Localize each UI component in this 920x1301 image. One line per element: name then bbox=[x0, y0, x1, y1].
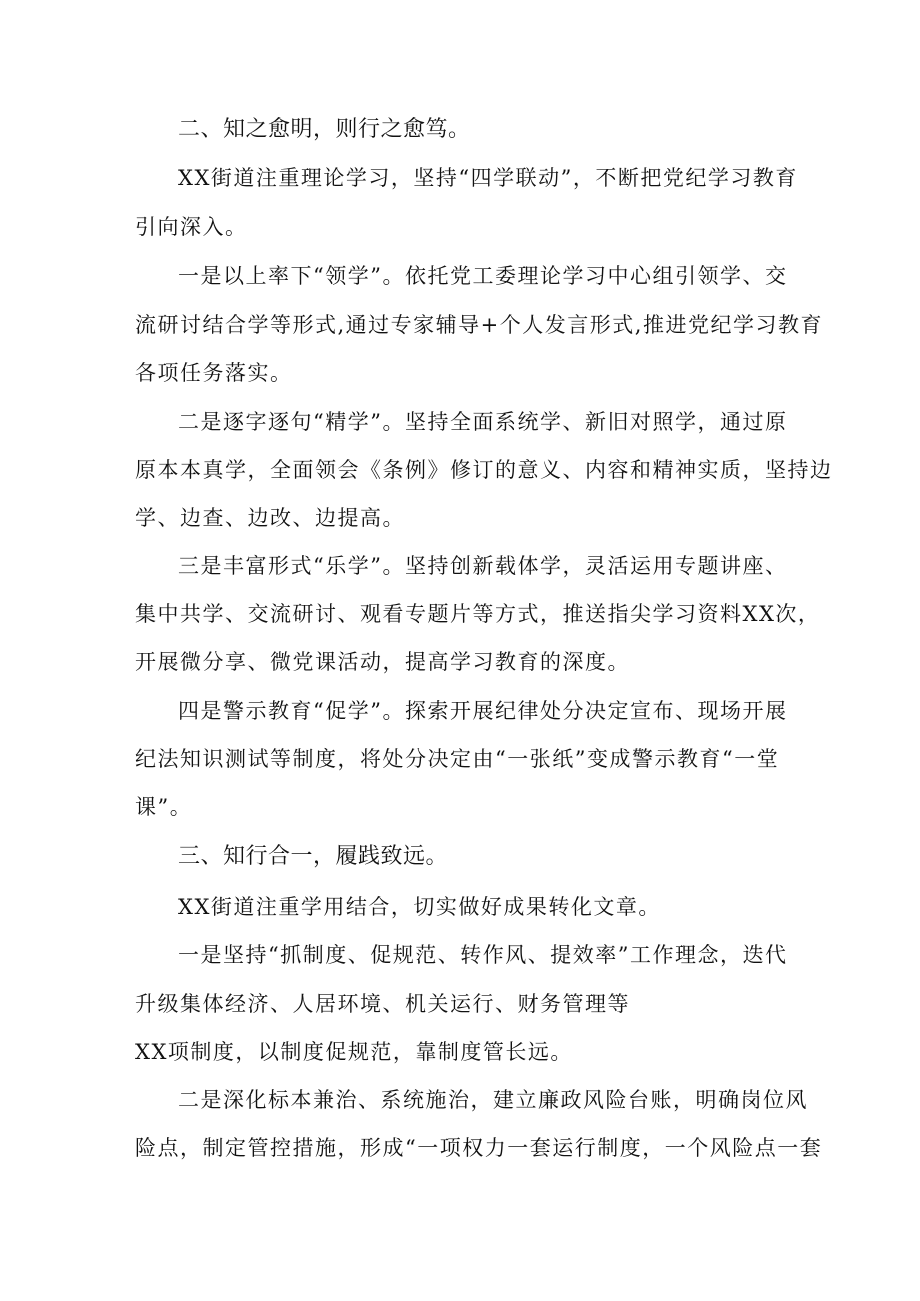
paragraph-line: XX项制度，以制度促规范，靠制度管长远。 bbox=[135, 1040, 573, 1064]
paragraph-line: 一是坚持“抓制度、促规范、转作风、提效率”工作理念，迭代 bbox=[178, 943, 788, 967]
paragraph-line: XX街道注重理论学习，坚持“四学联动”，不断把党纪学习教育 bbox=[178, 166, 798, 190]
paragraph-line: 引向深入。 bbox=[135, 215, 248, 239]
paragraph-line: 流研讨结合学等形式,通过专家辅导+个人发言形式,推进党纪学习教育 bbox=[135, 313, 823, 337]
section-heading: 二、知之愈明，则行之愈笃。 bbox=[178, 117, 471, 142]
paragraph-line: 学、边查、边改、边提高。 bbox=[135, 506, 405, 530]
paragraph-line: 四是警示教育“促学”。探索开展纪律处分决定宣布、现场开展 bbox=[178, 699, 788, 723]
paragraph-line: 开展微分享、微党课活动，提高学习教育的深度。 bbox=[135, 650, 630, 674]
paragraph-line: 原本本真学，全面领会《条例》修订的意义、内容和精神实质，坚持边 bbox=[135, 458, 833, 482]
paragraph-line: 三是丰富形式“乐学”。坚持创新载体学，灵活运用专题讲座、 bbox=[178, 554, 788, 578]
section-heading: 三、知行合一，履践致远。 bbox=[178, 844, 449, 869]
paragraph-line: 集中共学、交流研讨、观看专题片等方式，推送指尖学习资料XX次， bbox=[135, 602, 821, 626]
paragraph-line: 各项任务落实。 bbox=[135, 361, 293, 385]
paragraph-line: 纪法知识测试等制度，将处分决定由“一张纸”变成警示教育“一堂 bbox=[135, 747, 780, 771]
paragraph-line: 二是深化标本兼治、系统施治，建立廉政风险台账，明确岗位风 bbox=[178, 1088, 808, 1112]
paragraph-line: 课”。 bbox=[135, 795, 193, 819]
paragraph-line: 险点，制定管控措施，形成“一项权力一套运行制度，一个风险点一套 bbox=[135, 1136, 823, 1160]
paragraph-line: 二是逐字逐句“精学”。坚持全面系统学、新旧对照学，通过原 bbox=[178, 410, 788, 434]
paragraph-line: 升级集体经济、人居环境、机关运行、财务管理等 bbox=[135, 992, 630, 1016]
paragraph-line: XX街道注重学用结合，切实做好成果转化文章。 bbox=[178, 895, 661, 919]
paragraph-line: 一是以上率下“领学”。依托党工委理论学习中心组引领学、交 bbox=[178, 264, 788, 288]
